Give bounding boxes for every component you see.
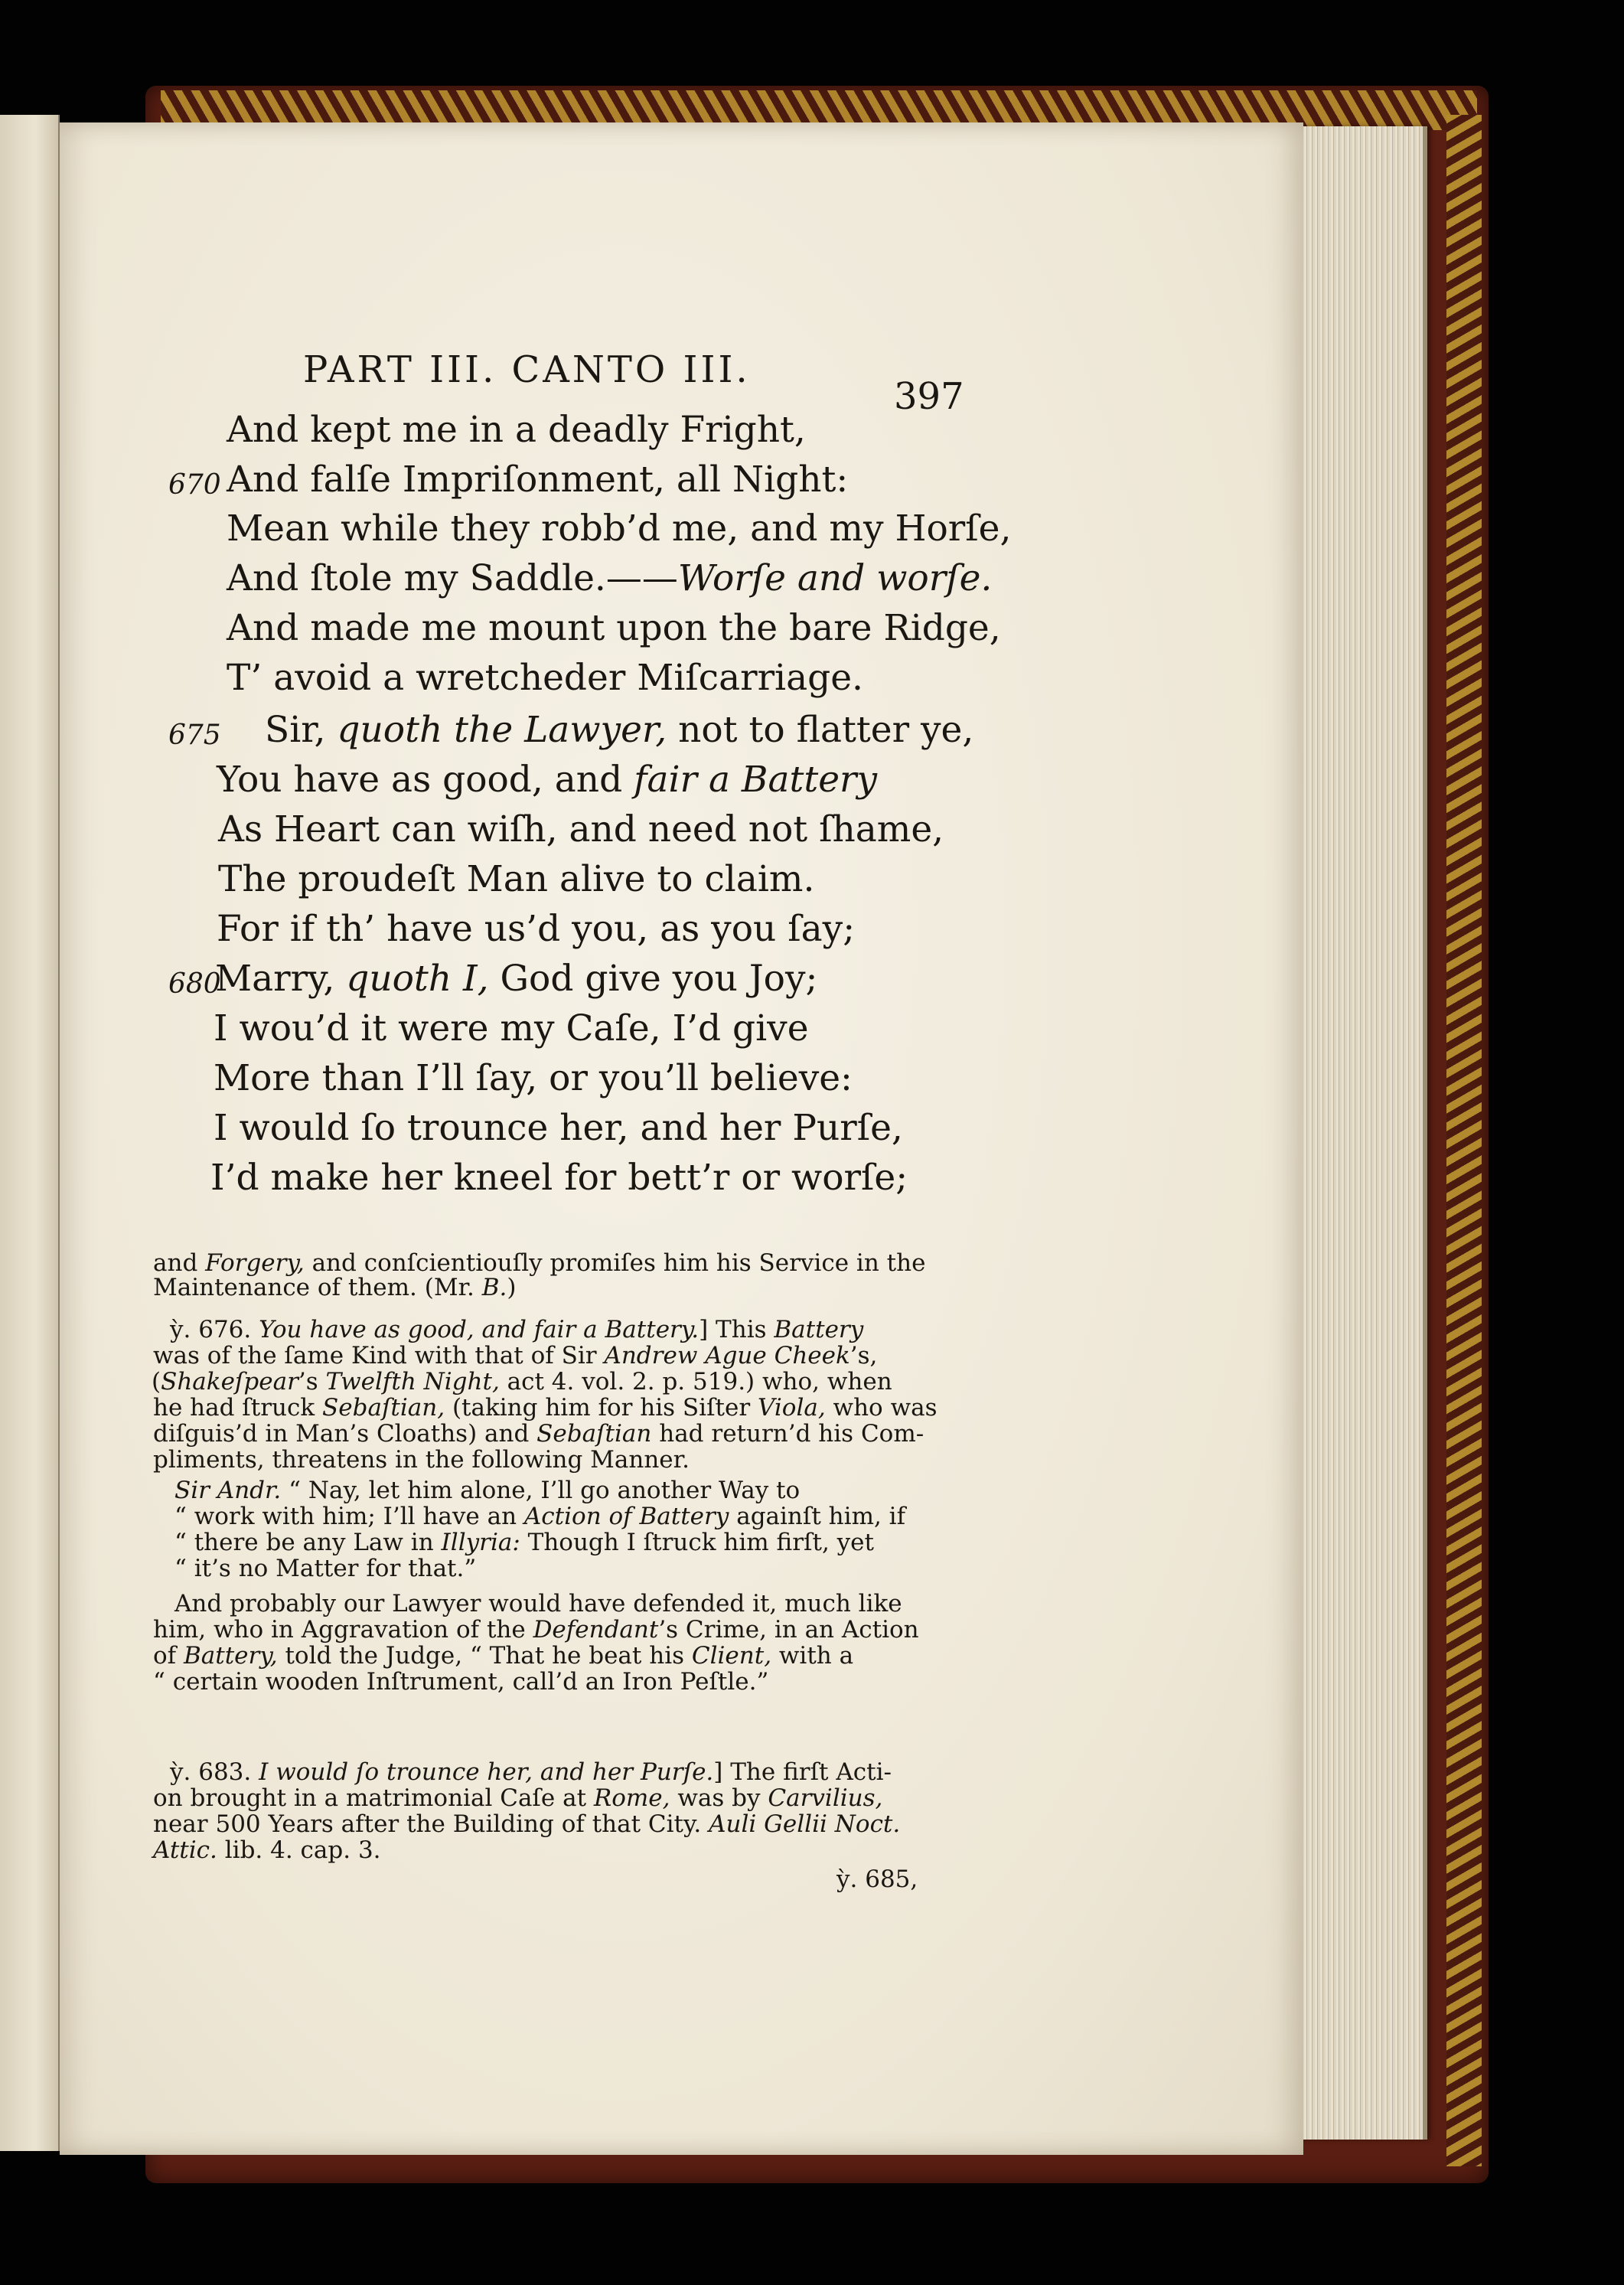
footnote-line-segment: Maintenance of them. (Mr.	[153, 1274, 482, 1301]
footnote-line-segment: and conſcientiouſly promiſes him his Service in the	[304, 1249, 926, 1277]
catchword: ỳ. 685,	[836, 1866, 918, 1893]
footnote-line	[174, 1557, 476, 1581]
line-number: 670	[168, 469, 221, 501]
verse-line-segment: For if th’ have us’d you, as you ſay;	[217, 908, 856, 950]
footnote-line-segment: Battery	[774, 1316, 864, 1343]
footnote-line-segment: was by	[670, 1784, 768, 1812]
footnote-line-segment: Viola,	[758, 1394, 826, 1422]
footnote-line-segment: ] This	[699, 1316, 774, 1343]
footnote-line-segment: Defendant	[533, 1616, 659, 1644]
verse-line-segment: Marry,	[215, 958, 347, 1000]
footnote-line-segment: was of the ſame Kind with that of Sir	[153, 1342, 605, 1369]
footnote-line-segment: Twelfth Night,	[325, 1368, 500, 1395]
page-number: 397	[894, 375, 964, 418]
footnote-line-segment: told the Judge, “ That he beat his	[277, 1642, 692, 1670]
footnote-line-segment: (	[152, 1368, 161, 1395]
footnote-line-segment: Though I ſtruck him firſt, yet	[520, 1529, 874, 1556]
verse-line-segment: quoth I,	[346, 958, 489, 1000]
verse-line	[227, 508, 1012, 550]
footnote-line-segment: had return’d his Com-	[651, 1420, 925, 1448]
footnote-line-segment: againſt him, if	[729, 1503, 906, 1530]
footnote-line-segment: lib. 4. cap. 3.	[217, 1836, 381, 1864]
verse-line-segment: As Heart can wiſh, and need not ſhame,	[218, 808, 944, 850]
footnote-line	[153, 1344, 877, 1368]
verse-line	[217, 908, 856, 950]
footnote-line-segment: You have as good, and fair a Battery.	[259, 1316, 699, 1343]
footnote-line	[174, 1479, 800, 1503]
footnote-line-segment: Sir Andr.	[174, 1477, 282, 1504]
verse-line-segment: not to flatter ye,	[667, 709, 974, 751]
footnote-line	[153, 1276, 516, 1300]
verse-line	[227, 557, 993, 599]
line-number: 680	[168, 968, 221, 1000]
verse-line	[214, 1007, 809, 1049]
verse-line	[218, 858, 815, 900]
footnote-line-segment: “ there be any Law in	[174, 1529, 442, 1556]
verse-line	[227, 607, 1001, 649]
footnote-line-segment: Client,	[691, 1642, 772, 1670]
footnote-line-segment: ’s	[298, 1368, 326, 1395]
footnote-line-segment: ] The firſt Acti-	[713, 1758, 892, 1786]
footnote-line	[174, 1531, 874, 1555]
footnote-line-segment: )	[507, 1274, 517, 1301]
footnote-line	[152, 1370, 892, 1394]
footnote-line-segment: Forgery,	[205, 1249, 305, 1277]
footnote-line-segment: And probably our Lawyer would have defended it, much like	[174, 1590, 902, 1617]
verse-line	[214, 1107, 903, 1149]
line-number: 675	[168, 720, 221, 751]
verse-line-segment: You have as good, and	[217, 759, 634, 801]
footnote-line	[153, 1422, 924, 1446]
verse-line-segment: I wou’d it were my Caſe, I’d give	[214, 1007, 809, 1049]
footnote-line-segment: act 4. vol. 2. p. 519.) who, when	[499, 1368, 892, 1395]
footnote-line	[170, 1758, 892, 1786]
footnote-line-segment: ỳ. 683.	[170, 1758, 259, 1786]
footnote-line-segment: Carvilius,	[768, 1784, 883, 1812]
verse-line	[227, 459, 849, 501]
footnote-line-segment: pliments, threatens in the following Manner.	[153, 1446, 690, 1474]
footnote-line-segment: Battery,	[184, 1642, 278, 1670]
footnote-line-segment: on brought in a matrimonial Caſe at	[153, 1784, 594, 1812]
verse-line-segment: And falſe Impriſonment, all Night:	[227, 459, 849, 501]
footnote-line-segment: B.	[481, 1274, 507, 1301]
footnote-line-segment: Andrew Ague Cheek	[604, 1342, 850, 1369]
verse-line-segment: The proudeſt Man alive to claim.	[218, 858, 815, 900]
verse-line	[215, 958, 818, 1000]
footnote-line	[153, 1836, 381, 1864]
footnote-line	[153, 1618, 919, 1642]
footnote-line-segment: Illyria:	[441, 1529, 520, 1556]
footnote-line-segment: Attic.	[153, 1836, 217, 1864]
verse-line-segment: God give you Joy;	[488, 958, 818, 1000]
footnote-line-segment: near 500 Years after the Building of that City.	[153, 1810, 709, 1838]
gilt-border-right	[1446, 115, 1482, 2166]
footnote-line	[153, 1784, 883, 1812]
footnote-line-segment: ’s Crime, in an Action	[658, 1616, 919, 1644]
footnote-line-segment: “ it’s no Matter for that.”	[174, 1555, 477, 1582]
footnote-line-segment: Rome,	[593, 1784, 670, 1812]
footnote-line	[153, 1448, 690, 1472]
footnote-line	[153, 1396, 938, 1420]
footnote-line	[170, 1318, 863, 1342]
verse-line-segment: And kept me in a deadly Fright,	[227, 409, 806, 451]
footnote-line-segment: Action of Battery	[523, 1503, 729, 1530]
footnote-line-segment: and	[153, 1249, 206, 1277]
footnote-line-segment: of	[153, 1642, 184, 1670]
footnote-line-segment: (taking him for his Siſter	[445, 1394, 758, 1422]
footnote-line-segment: Auli Gellii Noct.	[709, 1810, 901, 1838]
running-title: PART III. CANTO III.	[303, 348, 751, 391]
footnote-line-segment: “ certain wooden Inſtrument, call’d an Iron Peſtle.”	[153, 1668, 769, 1696]
footnote-line	[153, 1670, 768, 1694]
footnote-line	[153, 1249, 926, 1277]
footnote-line-segment: he had ſtruck	[153, 1394, 323, 1422]
verse-line-segment: And ſtole my Saddle.——	[227, 557, 678, 599]
verse-line-segment: quoth the Lawyer,	[337, 709, 667, 751]
verse-line-segment: Sir,	[265, 709, 338, 751]
footnote-line	[153, 1810, 901, 1838]
footnote-line-segment: with a	[771, 1642, 854, 1670]
footnote-line-segment: ỳ. 676.	[170, 1316, 259, 1343]
footnote-line-segment: ’s,	[850, 1342, 878, 1369]
footnote-line-segment: Sebaſtian	[536, 1420, 652, 1448]
footnote-line-segment: diſguis’d in Man’s Cloaths) and	[153, 1420, 537, 1448]
verse-line	[210, 1157, 908, 1199]
footnote-line-segment: who was	[825, 1394, 938, 1422]
verse-line	[214, 1057, 853, 1099]
footnote-line-segment: Sebaſtian,	[322, 1394, 445, 1422]
verse-line-segment: fair a Battery	[634, 759, 878, 801]
verse-line-segment: More than I’ll ſay, or you’ll believe:	[214, 1057, 853, 1099]
footnote-line-segment: Shakeſpear	[161, 1368, 298, 1395]
verse-line	[227, 409, 806, 451]
footnote-line-segment: I would ſo trounce her, and her Purſe.	[259, 1758, 714, 1786]
facing-page-edge	[0, 115, 60, 2151]
footnote-line-segment: “ work with him; I’ll have an	[174, 1503, 524, 1530]
verse-line-segment: T’ avoid a wretcheder Miſcarriage.	[227, 657, 863, 699]
footnote-line	[153, 1644, 853, 1668]
footnote-line	[174, 1592, 902, 1616]
footnote-line-segment: “ Nay, let him alone, I’ll go another Way to	[281, 1477, 801, 1504]
verse-line-segment: And made me mount upon the bare Ridge,	[227, 607, 1001, 649]
verse-line	[265, 709, 974, 751]
verse-line-segment: Worſe and worſe.	[677, 557, 993, 599]
verse-line-segment: I’d make her kneel for bett’r or worſe;	[210, 1157, 908, 1199]
footnote-line	[174, 1505, 905, 1529]
verse-line	[217, 759, 878, 801]
footnote-line-segment: him, who in Aggravation of the	[153, 1616, 533, 1644]
page-edges	[1293, 126, 1427, 2140]
verse-line-segment: Mean while they robb’d me, and my Horſe,	[227, 508, 1012, 550]
verse-line	[218, 808, 944, 850]
verse-line-segment: I would ſo trounce her, and her Purſe,	[214, 1107, 903, 1149]
verse-line	[227, 657, 863, 699]
